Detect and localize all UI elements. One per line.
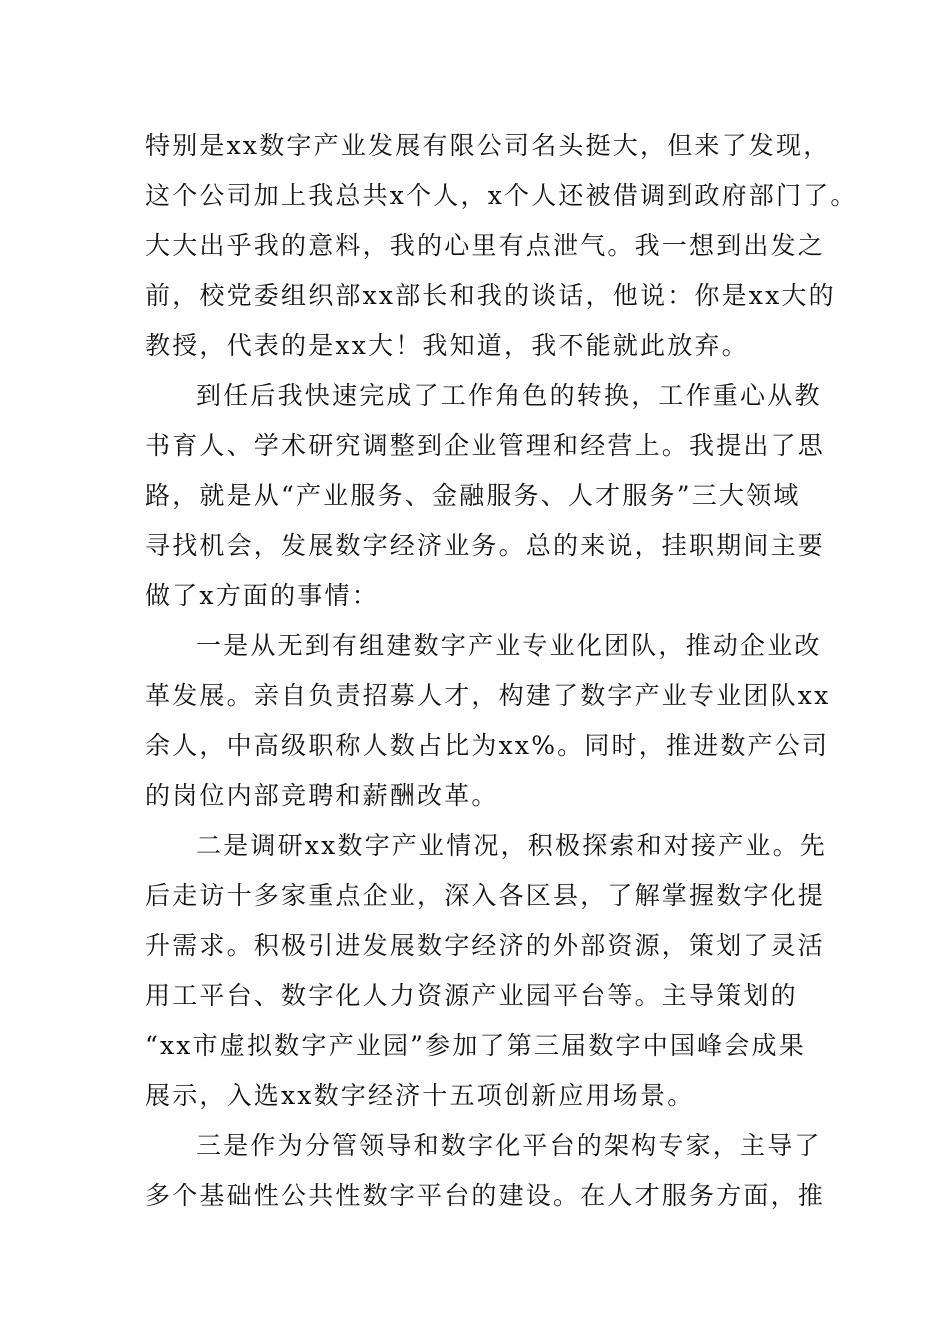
text-line: 后走访十多家重点企业，深入各区县，了解掌握数字化提 [145, 881, 826, 910]
text-line: 多个基础性公共性数字平台的建设。在人才服务方面，推 [145, 1181, 826, 1210]
paragraph-first-line: 三是作为分管领导和数字化平台的架构专家，主导了 [196, 1131, 822, 1160]
text-line: 书育人、学术研究调整到企业管理和经营上。我提出了思 [145, 431, 826, 460]
text-line: 教授，代表的是xx大！我知道，我不能就此放弃。 [145, 331, 749, 360]
text-line: “xx市虚拟数字产业园”参加了第三届数字中国峰会成果 [145, 1031, 806, 1060]
text-line: 大大出乎我的意料，我的心里有点泄气。我一想到出发之 [145, 231, 826, 260]
text-line: 升需求。积极引进发展数字经济的外部资源，策划了灵活 [145, 931, 826, 960]
text-line: 这个公司加上我总共x个人，x个人还被借调到政府部门了。 [145, 181, 858, 210]
text-line: 前，校党委组织部xx部长和我的谈话，他说：你是xx大的 [145, 281, 836, 310]
text-line: 路，就是从“产业服务、金融服务、人才服务”三大领域 [145, 481, 801, 510]
text-line: 特别是xx数字产业发展有限公司名头挺大，但来了发现， [145, 131, 831, 160]
text-line: 寻找机会，发展数字经济业务。总的来说，挂职期间主要 [145, 531, 826, 560]
text-line: 余人，中高级职称人数占比为xx%。同时，推进数产公司 [145, 731, 830, 760]
text-line: 的岗位内部竞聘和薪酬改革。 [145, 781, 499, 810]
text-line: 做了x方面的事情： [145, 581, 379, 610]
text-line: 革发展。亲自负责招募人才，构建了数字产业专业团队xx [145, 681, 831, 710]
text-line: 展示，入选xx数字经济十五项创新应用场景。 [145, 1081, 695, 1110]
paragraph-first-line: 一是从无到有组建数字产业专业化团队，推动企业改 [196, 631, 822, 660]
paragraph-first-line: 二是调研xx数字产业情况，积极探索和对接产业。先 [196, 831, 828, 860]
text-line: 用工平台、数字化人力资源产业园平台等。主导策划的 [145, 981, 798, 1010]
paragraph-first-line: 到任后我快速完成了工作角色的转换，工作重心从教 [196, 381, 822, 410]
